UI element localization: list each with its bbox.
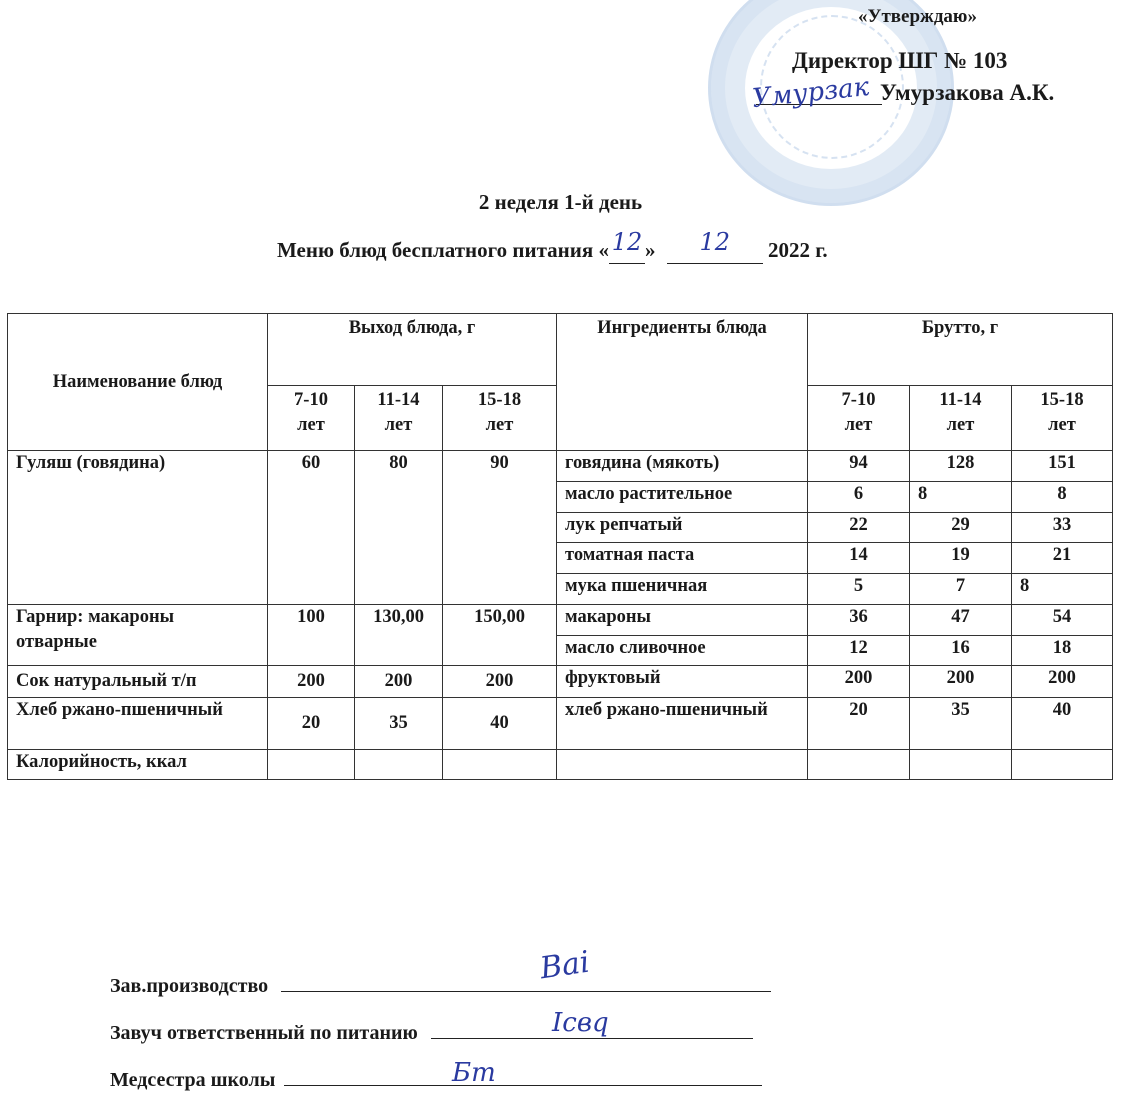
table-row: [8, 451, 1113, 482]
director-title: Директор ШГ № 103: [792, 48, 1008, 73]
ingredient-brutto: 19: [910, 543, 1012, 574]
ingredient-brutto: 22: [808, 513, 910, 543]
dish-output: 200: [443, 666, 557, 698]
header-output: Выход блюда, г: [268, 314, 557, 386]
school-nurse-signature: Бт: [452, 1058, 496, 1088]
ingredient-brutto: 5: [808, 574, 910, 605]
nutrition-deputy-label: Завуч ответственный по питанию: [110, 1022, 418, 1044]
dish-name: Сок натуральный т/п: [8, 666, 268, 698]
school-nurse-signature-line: [284, 1084, 762, 1086]
header-output-age: [355, 386, 443, 451]
director-signature: Умурзак: [750, 71, 871, 115]
menu-day-field: [609, 228, 645, 264]
ingredient-brutto: 40: [1012, 698, 1113, 750]
ingredient-brutto: 8: [910, 482, 1012, 513]
ingredient-brutto: 29: [910, 513, 1012, 543]
calories-value: [443, 750, 557, 780]
dish-output: 90: [443, 451, 557, 605]
production-head-signature: Ваі: [537, 944, 592, 987]
ingredient-brutto: 94: [808, 451, 910, 482]
ingredient-brutto: 12: [808, 636, 910, 666]
calories-label: Калорийность, ккал: [8, 750, 268, 780]
dish-output: 80: [355, 451, 443, 605]
ingredient-name: масло сливочное: [557, 636, 808, 666]
dish-output: 100: [268, 605, 355, 666]
header-dish-name: Наименование блюд: [8, 314, 268, 451]
age-range: 15-18: [1040, 390, 1084, 410]
age-range: 11-14: [377, 390, 420, 410]
dish-name: Гуляш (говядина): [8, 451, 268, 605]
dish-output: 20: [268, 698, 355, 750]
table-row: [8, 698, 1113, 750]
week-day-heading: 2 неделя 1-й день: [478, 190, 643, 214]
age-range: 7-10: [294, 390, 328, 410]
header-brutto-age: [910, 386, 1012, 451]
dish-name: Хлеб ржано-пшеничный: [8, 698, 268, 750]
calories-brutto: [808, 750, 910, 780]
ingredient-brutto: 200: [1012, 666, 1113, 698]
ingredient-brutto: 21: [1012, 543, 1113, 574]
dish-output: 150,00: [443, 605, 557, 666]
menu-day-value: 12: [611, 228, 643, 256]
ingredient-brutto: 33: [1012, 513, 1113, 543]
calories-ingredient: [557, 750, 808, 780]
approval-label: «Утверждаю»: [858, 6, 977, 27]
calories-brutto: [1012, 750, 1113, 780]
menu-title: [277, 228, 828, 264]
dish-output: 60: [268, 451, 355, 605]
ingredient-name: макароны: [557, 605, 808, 636]
age-range: 11-14: [939, 390, 982, 410]
dish-output: 200: [355, 666, 443, 698]
header-brutto-age: [808, 386, 910, 451]
dish-output: 40: [443, 698, 557, 750]
ingredient-brutto: 14: [808, 543, 910, 574]
ingredient-name: хлеб ржано-пшеничный: [557, 698, 808, 750]
age-unit: лет: [844, 415, 873, 435]
signature-row-school-nurse: [110, 1069, 762, 1092]
school-nurse-label: Медсестра школы: [110, 1069, 276, 1091]
menu-month-value: 12: [699, 228, 730, 256]
ingredient-name: говядина (мякоть): [557, 451, 808, 482]
director-name: Умурзакова А.К.: [880, 80, 1055, 105]
calories-brutto: [910, 750, 1012, 780]
ingredient-brutto: 54: [1012, 605, 1113, 636]
age-unit: лет: [946, 415, 975, 435]
dish-output: 35: [355, 698, 443, 750]
ingredient-brutto: 18: [1012, 636, 1113, 666]
age-range: 15-18: [477, 390, 522, 410]
nutrition-deputy-signature: Ісвq: [552, 1008, 609, 1038]
calories-row: [8, 750, 1113, 780]
dish-name: Гарнир: макароны отварные: [8, 605, 268, 666]
ingredient-brutto: 16: [910, 636, 1012, 666]
header-brutto: Брутто, г: [808, 314, 1113, 386]
table-row: [8, 666, 1113, 698]
age-range: 7-10: [841, 390, 876, 410]
table-row: [8, 605, 1113, 636]
signature-row-nutrition-deputy: [110, 1022, 753, 1045]
ingredient-brutto: 6: [808, 482, 910, 513]
header-row-groups: [8, 314, 1113, 386]
calories-value: [355, 750, 443, 780]
age-unit: лет: [384, 415, 413, 435]
menu-title-prefix: Меню блюд бесплатного питания «: [277, 238, 609, 262]
age-unit: лет: [297, 415, 325, 435]
header-brutto-age: [1012, 386, 1113, 451]
header-output-age: [268, 386, 355, 451]
signature-row-production-head: [110, 975, 771, 998]
ingredient-name: масло растительное: [557, 482, 808, 513]
ingredient-name: фруктовый: [557, 666, 808, 698]
age-unit: лет: [485, 415, 514, 435]
menu-year: 2022 г.: [767, 238, 828, 262]
header-ingredients: Ингредиенты блюда: [557, 314, 808, 451]
menu-table: [7, 313, 1113, 780]
ingredient-name: мука пшеничная: [557, 574, 808, 605]
ingredient-brutto: 36: [808, 605, 910, 636]
production-head-signature-line: [281, 990, 771, 992]
menu-title-quote-close: »: [644, 238, 656, 262]
ingredient-brutto: 7: [910, 574, 1012, 605]
ingredient-brutto: 128: [910, 451, 1012, 482]
ingredient-name: лук репчатый: [557, 513, 808, 543]
dish-output: 200: [268, 666, 355, 698]
ingredient-brutto: 151: [1012, 451, 1113, 482]
age-unit: лет: [1048, 415, 1076, 435]
ingredient-brutto: 8: [1012, 482, 1113, 513]
ingredient-name: томатная паста: [557, 543, 808, 574]
ingredient-brutto: 47: [910, 605, 1012, 636]
ingredient-brutto: 200: [910, 666, 1012, 698]
calories-value: [268, 750, 355, 780]
header-output-age: [443, 386, 557, 451]
ingredient-brutto: 35: [910, 698, 1012, 750]
production-head-label: Зав.производство: [110, 975, 269, 997]
ingredient-brutto: 8: [1012, 574, 1113, 605]
menu-month-field: [667, 228, 763, 264]
dish-output: 130,00: [355, 605, 443, 666]
ingredient-brutto: 200: [808, 666, 910, 698]
ingredient-brutto: 20: [808, 698, 910, 750]
